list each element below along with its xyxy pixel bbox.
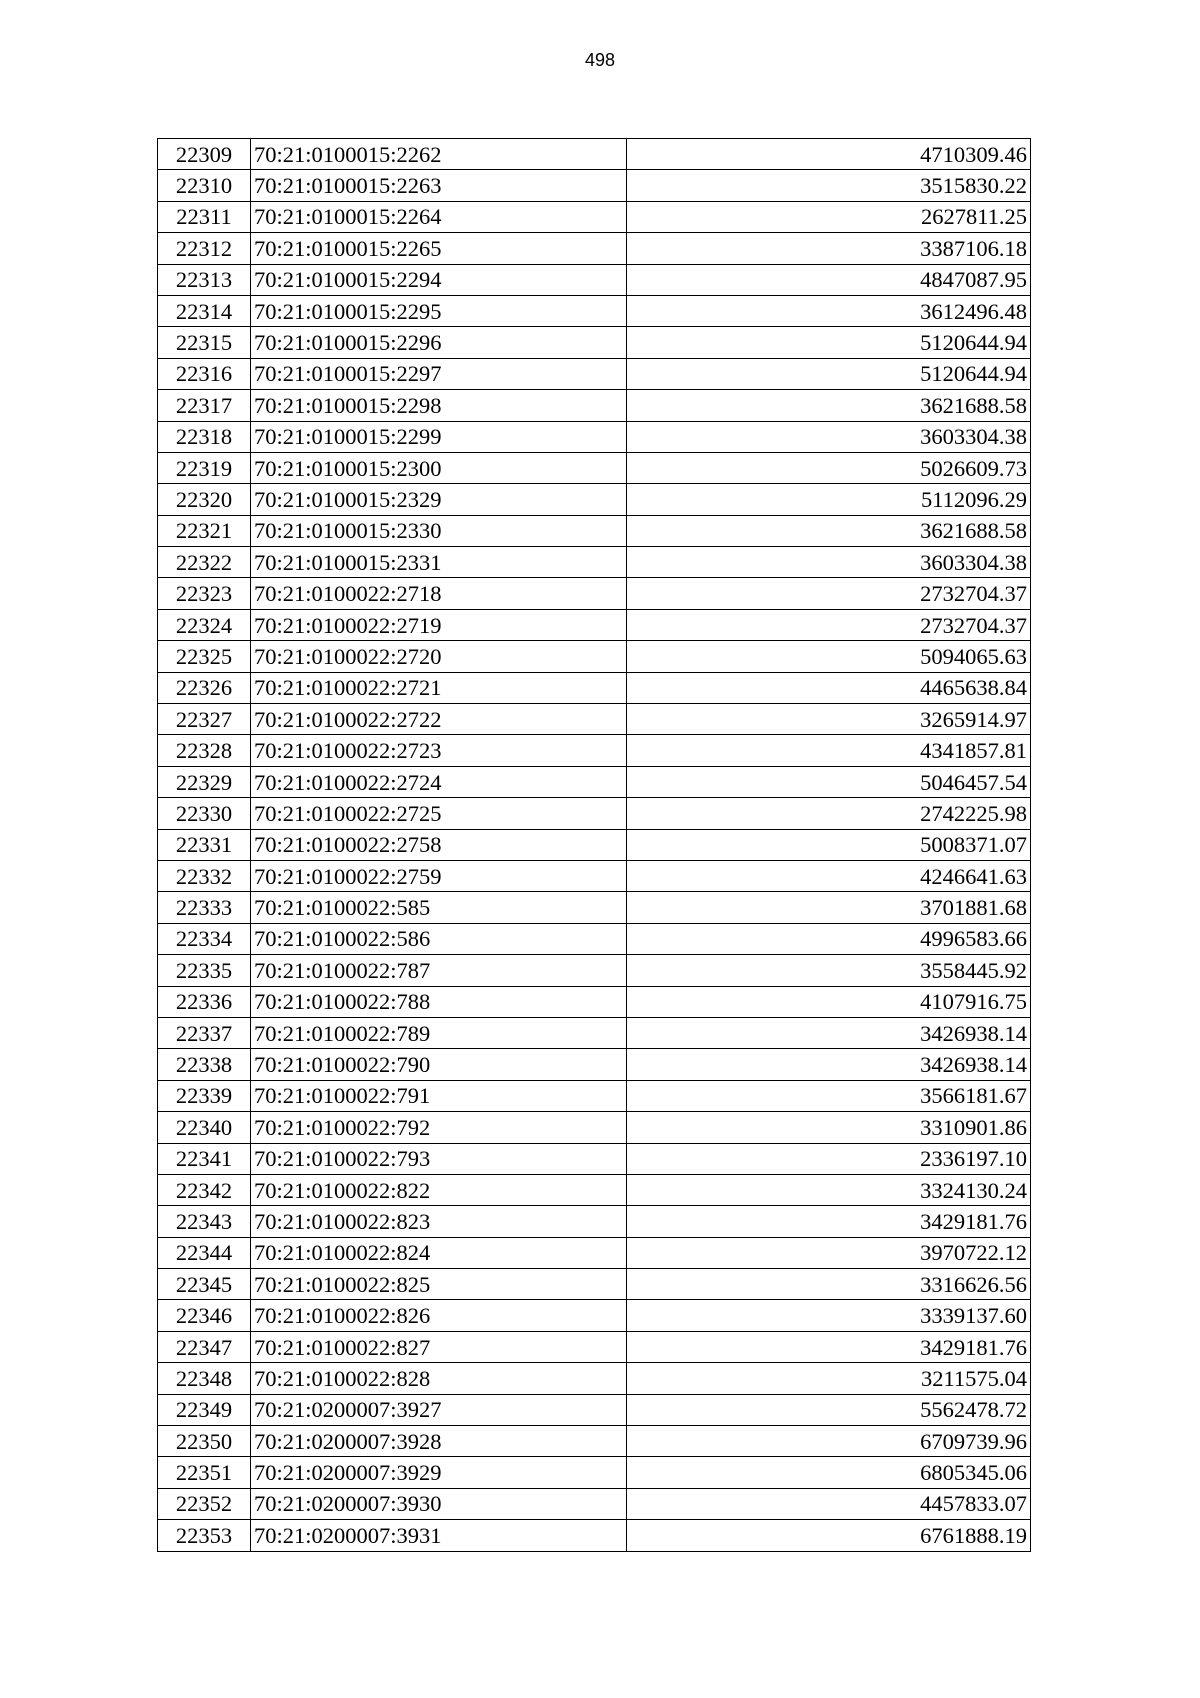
value-cell: 3558445.92 [627,955,1031,986]
table-row [158,295,1031,326]
value-cell: 6761888.19 [627,1520,1031,1551]
cadastral-number-cell: 70:21:0100022:585 [251,892,627,923]
cadastral-number-cell: 70:21:0200007:3929 [251,1457,627,1488]
table-row [158,1488,1031,1519]
row-number-cell: 22313 [158,264,251,295]
row-number-cell: 22324 [158,609,251,640]
row-number-cell: 22338 [158,1049,251,1080]
table-row [158,578,1031,609]
row-number-cell: 22336 [158,986,251,1017]
cadastral-number-cell: 70:21:0200007:3928 [251,1426,627,1457]
value-cell: 2742225.98 [627,798,1031,829]
row-number-cell: 22348 [158,1363,251,1394]
cadastral-number-cell: 70:21:0100022:2724 [251,766,627,797]
cadastral-number-cell: 70:21:0100015:2331 [251,547,627,578]
row-number-cell: 22344 [158,1237,251,1268]
table-row [158,452,1031,483]
cadastral-number-cell: 70:21:0100015:2297 [251,358,627,389]
table-row [158,233,1031,264]
table-row [158,1363,1031,1394]
table-row [158,421,1031,452]
value-cell: 3429181.76 [627,1331,1031,1362]
value-cell: 3387106.18 [627,233,1031,264]
cadastral-number-cell: 70:21:0100022:822 [251,1174,627,1205]
table-row [158,1394,1031,1425]
table-row [158,923,1031,954]
value-cell: 3970722.12 [627,1237,1031,1268]
cadastral-number-cell: 70:21:0100015:2299 [251,421,627,452]
cadastral-number-cell: 70:21:0100015:2265 [251,233,627,264]
table-row [158,892,1031,923]
table-row [158,358,1031,389]
row-number-cell: 22310 [158,170,251,201]
row-number-cell: 22316 [158,358,251,389]
table-body [158,139,1031,1552]
row-number-cell: 22326 [158,672,251,703]
value-cell: 5120644.94 [627,327,1031,358]
row-number-cell: 22321 [158,515,251,546]
value-cell: 3612496.48 [627,295,1031,326]
cadastral-number-cell: 70:21:0100022:2723 [251,735,627,766]
cadastral-number-cell: 70:21:0100015:2295 [251,295,627,326]
table-row [158,264,1031,295]
cadastral-number-cell: 70:21:0100022:823 [251,1206,627,1237]
value-cell: 5026609.73 [627,452,1031,483]
row-number-cell: 22329 [158,766,251,797]
cadastral-number-cell: 70:21:0100022:824 [251,1237,627,1268]
table-row [158,609,1031,640]
cadastral-number-cell: 70:21:0100022:792 [251,1112,627,1143]
value-cell: 6709739.96 [627,1426,1031,1457]
table-row [158,1112,1031,1143]
row-number-cell: 22328 [158,735,251,766]
value-cell: 4341857.81 [627,735,1031,766]
value-cell: 5112096.29 [627,484,1031,515]
cadastral-number-cell: 70:21:0200007:3927 [251,1394,627,1425]
cadastral-number-cell: 70:21:0100022:787 [251,955,627,986]
table-row [158,1426,1031,1457]
table-row [158,1331,1031,1362]
cadastral-number-cell: 70:21:0100022:826 [251,1300,627,1331]
value-cell: 5120644.94 [627,358,1031,389]
cadastral-number-cell: 70:21:0100022:790 [251,1049,627,1080]
row-number-cell: 22318 [158,421,251,452]
row-number-cell: 22343 [158,1206,251,1237]
value-cell: 6805345.06 [627,1457,1031,1488]
value-cell: 5562478.72 [627,1394,1031,1425]
value-cell: 4457833.07 [627,1488,1031,1519]
cadastral-number-cell: 70:21:0100015:2264 [251,201,627,232]
row-number-cell: 22319 [158,452,251,483]
row-number-cell: 22309 [158,139,251,170]
cadastral-number-cell: 70:21:0100022:2758 [251,829,627,860]
value-cell: 3515830.22 [627,170,1031,201]
row-number-cell: 22353 [158,1520,251,1551]
cadastral-number-cell: 70:21:0100022:2720 [251,641,627,672]
value-cell: 3621688.58 [627,515,1031,546]
cadastral-number-cell: 70:21:0100022:791 [251,1080,627,1111]
value-cell: 4246641.63 [627,860,1031,891]
row-number-cell: 22312 [158,233,251,264]
cadastral-number-cell: 70:21:0100022:788 [251,986,627,1017]
row-number-cell: 22351 [158,1457,251,1488]
value-cell: 5008371.07 [627,829,1031,860]
table-row [158,1206,1031,1237]
value-cell: 3316626.56 [627,1269,1031,1300]
row-number-cell: 22333 [158,892,251,923]
cadastral-number-cell: 70:21:0100022:2759 [251,860,627,891]
data-table [157,138,1031,1552]
value-cell: 3265914.97 [627,704,1031,735]
cadastral-number-cell: 70:21:0100015:2263 [251,170,627,201]
table-row [158,201,1031,232]
table-row [158,1269,1031,1300]
table-row [158,641,1031,672]
table-row [158,515,1031,546]
table-row [158,1143,1031,1174]
page-number: 498 [584,50,616,70]
row-number-cell: 22330 [158,798,251,829]
value-cell: 2627811.25 [627,201,1031,232]
row-number-cell: 22350 [158,1426,251,1457]
value-cell: 4996583.66 [627,923,1031,954]
value-cell: 3701881.68 [627,892,1031,923]
row-number-cell: 22346 [158,1300,251,1331]
value-cell: 3426938.14 [627,1017,1031,1048]
cadastral-number-cell: 70:21:0100015:2300 [251,452,627,483]
cadastral-number-cell: 70:21:0100022:789 [251,1017,627,1048]
cadastral-number-cell: 70:21:0100022:827 [251,1331,627,1362]
cadastral-number-cell: 70:21:0100015:2329 [251,484,627,515]
table-row [158,672,1031,703]
row-number-cell: 22322 [158,547,251,578]
table-row [158,860,1031,891]
row-number-cell: 22317 [158,390,251,421]
table-row [158,955,1031,986]
value-cell: 3324130.24 [627,1174,1031,1205]
row-number-cell: 22325 [158,641,251,672]
row-number-cell: 22341 [158,1143,251,1174]
value-cell: 5046457.54 [627,766,1031,797]
table-row [158,1457,1031,1488]
value-cell: 3603304.38 [627,421,1031,452]
table-row [158,547,1031,578]
cadastral-number-cell: 70:21:0100022:2718 [251,578,627,609]
table-row [158,1017,1031,1048]
table-row [158,829,1031,860]
row-number-cell: 22327 [158,704,251,735]
table-row [158,1080,1031,1111]
row-number-cell: 22334 [158,923,251,954]
row-number-cell: 22311 [158,201,251,232]
value-cell: 2336197.10 [627,1143,1031,1174]
cadastral-number-cell: 70:21:0100015:2296 [251,327,627,358]
value-cell: 3566181.67 [627,1080,1031,1111]
cadastral-number-cell: 70:21:0100022:2725 [251,798,627,829]
cadastral-number-cell: 70:21:0100022:2722 [251,704,627,735]
table-row [158,1049,1031,1080]
row-number-cell: 22323 [158,578,251,609]
table-row [158,327,1031,358]
data-table-container [157,138,1030,1552]
value-cell: 4107916.75 [627,986,1031,1017]
value-cell: 2732704.37 [627,609,1031,640]
table-row [158,139,1031,170]
row-number-cell: 22349 [158,1394,251,1425]
table-row [158,390,1031,421]
cadastral-number-cell: 70:21:0100022:828 [251,1363,627,1394]
value-cell: 3310901.86 [627,1112,1031,1143]
value-cell: 3426938.14 [627,1049,1031,1080]
table-row [158,1237,1031,1268]
cadastral-number-cell: 70:21:0200007:3931 [251,1520,627,1551]
row-number-cell: 22337 [158,1017,251,1048]
cadastral-number-cell: 70:21:0100022:825 [251,1269,627,1300]
cadastral-number-cell: 70:21:0100022:2721 [251,672,627,703]
value-cell: 3211575.04 [627,1363,1031,1394]
table-row [158,1300,1031,1331]
row-number-cell: 22315 [158,327,251,358]
table-row [158,986,1031,1017]
cadastral-number-cell: 70:21:0100022:793 [251,1143,627,1174]
value-cell: 5094065.63 [627,641,1031,672]
table-row [158,1174,1031,1205]
value-cell: 4847087.95 [627,264,1031,295]
cadastral-number-cell: 70:21:0100022:2719 [251,609,627,640]
cadastral-number-cell: 70:21:0100022:586 [251,923,627,954]
table-row [158,766,1031,797]
value-cell: 3603304.38 [627,547,1031,578]
row-number-cell: 22352 [158,1488,251,1519]
table-row [158,798,1031,829]
row-number-cell: 22335 [158,955,251,986]
row-number-cell: 22345 [158,1269,251,1300]
row-number-cell: 22320 [158,484,251,515]
row-number-cell: 22342 [158,1174,251,1205]
value-cell: 3339137.60 [627,1300,1031,1331]
value-cell: 4465638.84 [627,672,1031,703]
table-row [158,484,1031,515]
table-row [158,1520,1031,1551]
value-cell: 4710309.46 [627,139,1031,170]
value-cell: 3621688.58 [627,390,1031,421]
cadastral-number-cell: 70:21:0100015:2298 [251,390,627,421]
row-number-cell: 22340 [158,1112,251,1143]
row-number-cell: 22331 [158,829,251,860]
row-number-cell: 22339 [158,1080,251,1111]
row-number-cell: 22332 [158,860,251,891]
cadastral-number-cell: 70:21:0200007:3930 [251,1488,627,1519]
row-number-cell: 22347 [158,1331,251,1362]
row-number-cell: 22314 [158,295,251,326]
table-row [158,170,1031,201]
value-cell: 2732704.37 [627,578,1031,609]
cadastral-number-cell: 70:21:0100015:2294 [251,264,627,295]
table-row [158,735,1031,766]
value-cell: 3429181.76 [627,1206,1031,1237]
table-row [158,704,1031,735]
cadastral-number-cell: 70:21:0100015:2262 [251,139,627,170]
cadastral-number-cell: 70:21:0100015:2330 [251,515,627,546]
